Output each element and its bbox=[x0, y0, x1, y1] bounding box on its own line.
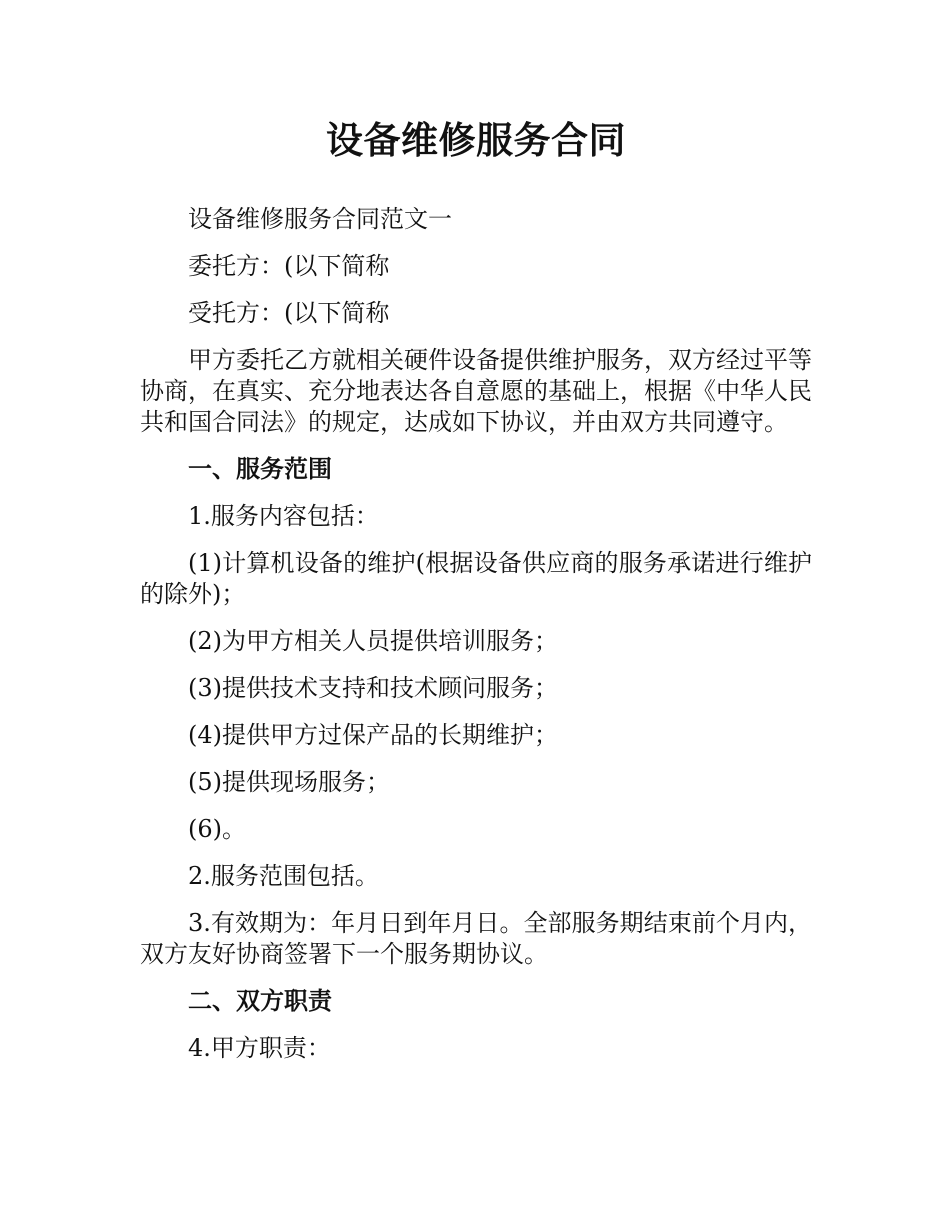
clause-1-item-4: (4)提供甲方过保产品的长期维护； bbox=[188, 721, 558, 749]
clause-1-item-5: (5)提供现场服务； bbox=[188, 768, 390, 796]
paragraph-client: 委托方：(以下简称 bbox=[188, 252, 390, 280]
paragraph-subtitle: 设备维修服务合同范文一 bbox=[188, 205, 452, 233]
document-body bbox=[140, 204, 812, 1064]
section-heading-duties: 二、双方职责 bbox=[188, 987, 332, 1015]
clause-1-item-6: (6)。 bbox=[188, 815, 246, 843]
clause-2: 2.服务范围包括。 bbox=[188, 862, 379, 890]
clause-3: 3.有效期为：年月日到年月日。全部服务期结束前个月内，双方友好协商签署下一个服务期协议。 bbox=[140, 909, 812, 968]
document-title: 设备维修服务合同 bbox=[326, 119, 626, 162]
clause-4: 4.甲方职责： bbox=[188, 1034, 331, 1062]
clause-1-item-1: (1)计算机设备的维护(根据设备供应商的服务承诺进行维护的除外)； bbox=[140, 549, 812, 608]
section-heading-service-scope: 一、服务范围 bbox=[188, 455, 332, 483]
clause-1-item-3: (3)提供技术支持和技术顾问服务； bbox=[188, 674, 558, 702]
paragraph-contractor: 受托方：(以下简称 bbox=[188, 299, 390, 327]
document-page bbox=[140, 112, 812, 1064]
clause-1-item-2: (2)为甲方相关人员提供培训服务； bbox=[188, 627, 558, 655]
paragraph-preamble: 甲方委托乙方就相关硬件设备提供维护服务，双方经过平等协商，在真实、充分地表达各自意愿的基础上，根据《中华人民共和国合同法》的规定，达成如下协议，并由双方共同遵守。 bbox=[140, 346, 812, 436]
clause-1: 1.服务内容包括： bbox=[188, 502, 379, 530]
